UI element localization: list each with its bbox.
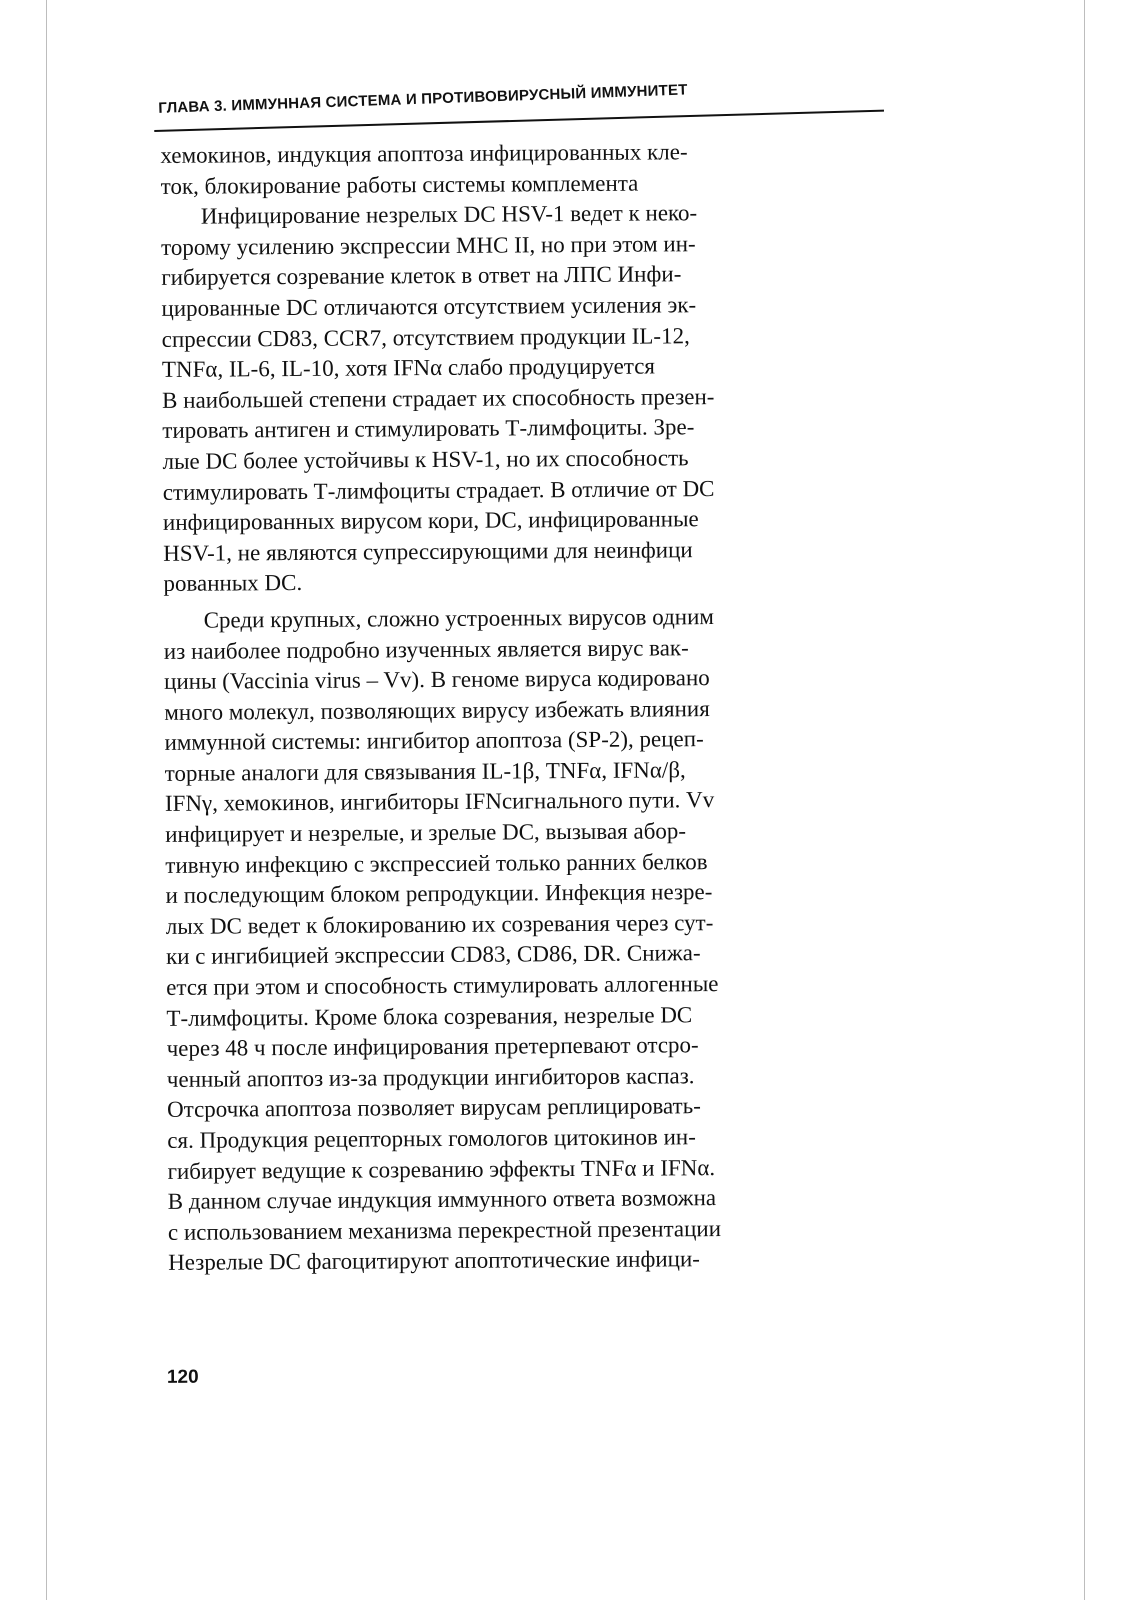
book-page (150, 81, 925, 1595)
text-line: ченный апоптоз из-за продукции ингибиторов каспаз. (166, 1063, 695, 1092)
text-line: гибирует ведущие к созреванию эффекты TNFα и IFNα. (167, 1154, 716, 1184)
text-line: цины (Vaccinia virus – Vv). В геноме вируса кодировано (164, 665, 710, 695)
text-line: инфицированных вирусом кори, DC, инфицированные (162, 506, 699, 536)
text-line: гибируется созревание клеток в ответ на ЛПС Инфи- (161, 261, 682, 291)
text-line: цированные DC отличаются отсутствием усиления эк- (161, 292, 697, 321)
text-line: через 48 ч после инфицирования претерпевают отсро- (166, 1032, 699, 1062)
running-head: ГЛАВА 3. ИММУННАЯ СИСТЕМА И ПРОТИВОВИРУСНЫЙ ИММУНИТЕТ (158, 81, 688, 117)
text-line: рованных DC. (163, 570, 303, 597)
text-line: из наиболее подробно изученных является вирус вак- (163, 634, 689, 664)
text-line: хемокинов, индукция апоптоза инфицированных кле- (160, 139, 688, 168)
text-line: и последующим блоком репродукции. Инфекция незре- (165, 879, 713, 909)
text-line: лые DC более устойчивы к HSV-1, но их способность (162, 445, 689, 474)
text-line: лых DC ведет к блокированию их созревания через сут- (165, 909, 714, 939)
text-line: HSV-1, не являются супрессирующими для неинфици (163, 536, 693, 566)
text-line: Инфицирование незрелых DC HSV-1 ведет к неко- (200, 200, 698, 229)
text-line: Отсрочка апоптоза позволяет вирусам реплицировать- (166, 1093, 701, 1123)
text-line: ток, блокирование работы системы комплемента (160, 170, 639, 199)
page-number: 120 (166, 1366, 199, 1388)
text-line: ется при этом и способность стимулировать аллогенные (166, 971, 719, 1000)
text-line: В данном случае индукция иммунного ответа возможна (167, 1185, 717, 1215)
text-line: торные аналоги для связывания IL-1β, TNFα, IFNα/β, (164, 757, 686, 786)
text-line: IFNγ, хемокинов, ингибиторы IFNсигнального пути. Vv (164, 787, 715, 817)
text-line: В наибольшей степени страдает их способность презен- (162, 383, 715, 413)
text-line: инфицирует и незрелые, и зрелые DC, вызывая абор- (165, 818, 687, 847)
text-line: стимулировать Т-лимфоциты страдает. В отличие от DC (162, 475, 715, 505)
text-line: ся. Продукция рецепторных гомологов цитокинов ин- (167, 1124, 696, 1153)
text-line: тивную инфекцию с экспрессией только ранних белков (165, 848, 708, 878)
body-text (160, 136, 904, 1279)
text-line: торому усилению экспрессии MHC II, но при этом ин- (160, 230, 696, 260)
text-line: спрессии CD83, CCR7, отсутствием продукции IL-12, (161, 322, 690, 352)
text-line: ки с ингибицией экспрессии CD83, CD86, DR. Снижа- (165, 940, 701, 970)
text-line: Т-лимфоциты. Кроме блока созревания, незрелые DC (166, 1001, 693, 1031)
text-line: с использованием механизма перекрестной презентации (167, 1215, 722, 1245)
text-line: иммунной системы: ингибитор апоптоза (SP-2), рецеп- (164, 726, 704, 756)
text-line: много молекул, позволяющих вирусу избежать влияния (164, 695, 710, 725)
text-line: Незрелые DC фагоцитируют апоптотические инфици- (168, 1246, 700, 1276)
text-line: Среди крупных, сложно устроенных вирусов одним (203, 603, 715, 633)
text-line: тировать антиген и стимулировать Т-лимфоциты. Зре- (162, 414, 695, 444)
text-line: TNFα, IL-6, IL-10, хотя IFNα слабо продуцируется (161, 353, 656, 383)
